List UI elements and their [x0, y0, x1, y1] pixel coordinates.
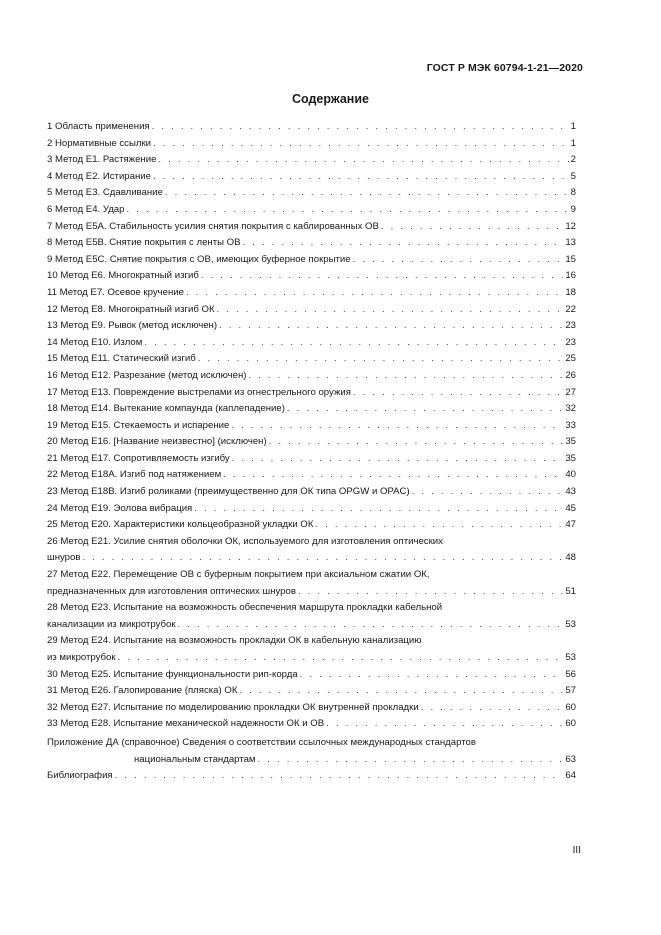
leader-dots — [223, 467, 563, 484]
leader-dots — [412, 484, 564, 501]
leader-dots — [198, 351, 564, 368]
toc-entry-label: 24 Метод E19. Эолова вибрация — [47, 502, 193, 514]
toc-entry[interactable] — [47, 451, 576, 468]
toc-entry[interactable] — [47, 136, 576, 153]
toc-entry-label: 30 Метод E25. Испытание функциональности рип-корда — [47, 668, 298, 680]
leader-dots — [239, 683, 563, 700]
toc-entry-page: 53 — [565, 652, 576, 663]
toc-entry-label: 21 Метод E17. Сопротивляемость изгибу — [47, 452, 230, 464]
toc-entry-page: 60 — [565, 701, 576, 713]
toc-entry[interactable] — [47, 252, 576, 269]
leader-dots — [326, 716, 563, 733]
toc-entry-multiline[interactable] — [47, 534, 576, 567]
toc-entry[interactable] — [47, 335, 576, 352]
toc-entry-page: 33 — [565, 419, 576, 431]
toc-entry-label-line1: 27 Метод E22. Перемещение ОВ с буферным покрытием при аксиальном сжатии ОК, — [47, 569, 430, 581]
table-of-contents — [47, 119, 576, 785]
toc-entry[interactable] — [47, 467, 576, 484]
leader-dots — [178, 617, 564, 634]
leader-dots — [248, 368, 563, 385]
toc-entry-page: 8 — [570, 187, 576, 199]
toc-entry[interactable] — [47, 418, 576, 435]
toc-entry-page: 25 — [565, 353, 576, 365]
toc-entry[interactable] — [47, 202, 576, 219]
toc-entry-page: 2 — [570, 154, 576, 166]
toc-entry-page: 43 — [565, 486, 576, 498]
toc-entry-page: 23 — [565, 320, 576, 332]
toc-entry-page: 64 — [565, 770, 576, 782]
leader-dots — [258, 752, 564, 769]
page-number: III — [572, 845, 581, 856]
toc-entry-page: 18 — [565, 286, 576, 298]
leader-dots — [158, 152, 568, 169]
toc-entry[interactable] — [47, 119, 576, 136]
toc-entry-page: 1 — [570, 121, 576, 132]
toc-entry-label: 7 Метод E5A. Стабильность усилия снятия покрытия с каблированных ОВ — [47, 220, 379, 232]
toc-entry-label: 3 Метод E1. Растяжение — [47, 154, 157, 166]
toc-entry-page: 1 — [570, 137, 576, 149]
toc-entry-multiline[interactable] — [47, 600, 576, 633]
leader-dots — [381, 219, 563, 236]
leader-dots — [353, 252, 564, 269]
toc-entry-page: 48 — [565, 552, 576, 564]
leader-dots — [186, 285, 563, 302]
toc-entry-label: 13 Метод E9. Рывок (метод исключен) — [47, 320, 218, 332]
toc-entry-page: 22 — [565, 303, 576, 315]
leader-dots — [165, 185, 569, 202]
toc-entry-label: 25 Метод E20. Характеристики кольцеобразной укладки ОК — [47, 519, 314, 531]
toc-entry-label: 33 Метод E28. Испытание механической надежности ОК и ОВ — [47, 718, 325, 730]
toc-entry[interactable] — [47, 683, 576, 700]
toc-entry-label: 32 Метод E27. Испытание по моделированию прокладки ОК внутренней прокладки — [47, 701, 419, 713]
toc-entry[interactable] — [47, 385, 576, 402]
toc-entry-page: 56 — [565, 668, 576, 680]
toc-entry-label: 22 Метод E18A. Изгиб под натяжением — [47, 469, 222, 481]
toc-entry-label: Библиография — [47, 770, 113, 782]
toc-entry-label: 18 Метод E14. Вытекание компаунда (каплепадение) — [47, 403, 285, 415]
toc-entry[interactable] — [47, 302, 576, 319]
toc-entry-page: 16 — [565, 270, 576, 282]
toc-entry[interactable] — [47, 484, 576, 501]
leader-dots — [243, 235, 564, 252]
leader-dots — [298, 584, 563, 601]
toc-entry[interactable] — [47, 368, 576, 385]
toc-entry[interactable] — [47, 152, 576, 169]
toc-entry-label: 6 Метод E4. Удар — [47, 203, 125, 215]
toc-entry[interactable] — [47, 351, 576, 368]
toc-entry[interactable] — [47, 700, 576, 717]
toc-entry-label: 14 Метод E10. Излом — [47, 336, 143, 348]
toc-entry-page: 12 — [565, 220, 576, 232]
toc-entry-bibliography[interactable] — [47, 768, 576, 785]
toc-entry-label: 4 Метод E2. Истирание — [47, 170, 151, 182]
leader-dots — [115, 768, 564, 785]
toc-entry-appendix-line2: национальным стандартам — [134, 753, 256, 765]
leader-dots — [421, 700, 564, 717]
toc-entry-label-line2: канализации из микротрубок — [47, 618, 176, 630]
leader-dots — [219, 318, 563, 335]
toc-entry-label-line1: 28 Метод E23. Испытание на возможность обеспечения маршрута прокладки кабельной — [47, 602, 443, 614]
leader-dots — [118, 650, 564, 667]
toc-entry-label-line2: предназначенных для изготовления оптических шнуров — [47, 585, 296, 597]
toc-entry-page: 35 — [565, 436, 576, 448]
toc-entry[interactable] — [47, 667, 576, 684]
toc-entry-label: 5 Метод E3. Сдавливание — [47, 187, 163, 199]
toc-entry-page: 32 — [565, 403, 576, 415]
leader-dots — [144, 335, 563, 352]
toc-entry[interactable] — [47, 235, 576, 252]
toc-entry-appendix[interactable] — [47, 735, 576, 768]
toc-entry-page: 13 — [565, 237, 576, 249]
leader-dots — [153, 169, 569, 186]
leader-dots — [315, 517, 563, 534]
toc-entry-label: 20 Метод E16. [Название неизвестно] (исключен) — [47, 436, 267, 448]
leader-dots — [300, 667, 564, 684]
toc-entry-page: 5 — [570, 170, 576, 182]
leader-dots — [152, 119, 569, 136]
toc-entry-label-line1: 26 Метод E21. Усилие снятия оболочки ОК, используемого для изготовления оптических — [47, 535, 443, 547]
toc-entry-label: 16 Метод E12. Разрезание (метод исключен) — [47, 369, 247, 381]
toc-entry-multiline[interactable] — [47, 633, 576, 666]
toc-entry-label-line2: шнуров — [47, 552, 81, 564]
leader-dots — [126, 202, 568, 219]
toc-entry[interactable] — [47, 219, 576, 236]
toc-entry[interactable] — [47, 268, 576, 285]
toc-entry-page: 60 — [565, 718, 576, 730]
toc-entry-label: 17 Метод E13. Повреждение выстрелами из огнестрельного оружия — [47, 386, 351, 398]
toc-entry[interactable] — [47, 318, 576, 335]
leader-dots — [232, 451, 564, 468]
toc-entry[interactable] — [47, 517, 576, 534]
toc-entry-page: 57 — [565, 685, 576, 697]
toc-entry-label: 1 Область применения — [47, 121, 150, 132]
toc-entry-page: 40 — [565, 469, 576, 481]
toc-entry-label-line2: из микротрубок — [47, 652, 116, 663]
toc-entry[interactable] — [47, 285, 576, 302]
leader-dots — [201, 268, 564, 285]
toc-entry-page: 23 — [565, 336, 576, 348]
toc-entry-label-line1: 29 Метод E24. Испытание на возможность прокладки ОК в кабельную канализацию — [47, 635, 422, 647]
toc-entry[interactable] — [47, 401, 576, 418]
toc-entry-multiline[interactable] — [47, 567, 576, 600]
toc-title: Содержание — [291, 92, 369, 106]
toc-entry-label: 11 Метод E7. Осевое кручение — [47, 286, 184, 298]
toc-entry[interactable] — [47, 434, 576, 451]
toc-entry-label: 15 Метод E11. Статический изгиб — [47, 353, 196, 365]
toc-entry-page: 9 — [570, 203, 576, 215]
toc-entry-appendix-line1: Приложение ДА (справочное) Сведения о соответствии ссылочных международных стандартов — [47, 736, 476, 748]
toc-entry-label: 8 Метод E5B. Снятие покрытия с ленты ОВ — [47, 237, 241, 249]
leader-dots — [82, 550, 563, 567]
toc-entry[interactable] — [47, 501, 576, 518]
leader-dots — [353, 385, 563, 402]
toc-entry-page: 27 — [565, 386, 576, 398]
leader-dots — [217, 302, 564, 319]
toc-entry-page: 51 — [565, 585, 576, 597]
leader-dots — [287, 401, 563, 418]
toc-entry-label: 9 Метод E5C. Снятие покрытия с ОВ, имеющих буферное покрытие — [47, 253, 351, 265]
toc-entry-page: 35 — [565, 452, 576, 464]
toc-entry-page: 26 — [565, 369, 576, 381]
toc-entry-page: 53 — [565, 618, 576, 630]
toc-entry-label: 12 Метод E8. Многократный изгиб ОК — [47, 303, 215, 315]
toc-entry-label: 2 Нормативные ссылки — [47, 137, 152, 149]
toc-entry-page: 47 — [565, 519, 576, 531]
toc-entry-page: 45 — [565, 502, 576, 514]
toc-entry-page: 15 — [565, 253, 576, 265]
leader-dots — [231, 418, 563, 435]
toc-entry-label: 19 Метод E15. Стекаемость и испарение — [47, 419, 230, 431]
toc-entry[interactable] — [47, 169, 576, 186]
leader-dots — [153, 136, 569, 153]
toc-entry-page: 63 — [565, 753, 576, 765]
toc-entry[interactable] — [47, 716, 576, 733]
document-code: ГОСТ Р МЭК 60794-1-21—2020 — [426, 62, 583, 74]
toc-entry-label: 23 Метод E18B. Изгиб роликами (преимущественно для ОК типа OPGW и OPAC) — [47, 486, 410, 498]
toc-entry[interactable] — [47, 185, 576, 202]
toc-entry-label: 31 Метод E26. Галопирование (пляска) ОК — [47, 685, 238, 697]
leader-dots — [269, 434, 564, 451]
leader-dots — [194, 501, 563, 518]
toc-entry-label: 10 Метод E6. Многократный изгиб — [47, 270, 199, 282]
